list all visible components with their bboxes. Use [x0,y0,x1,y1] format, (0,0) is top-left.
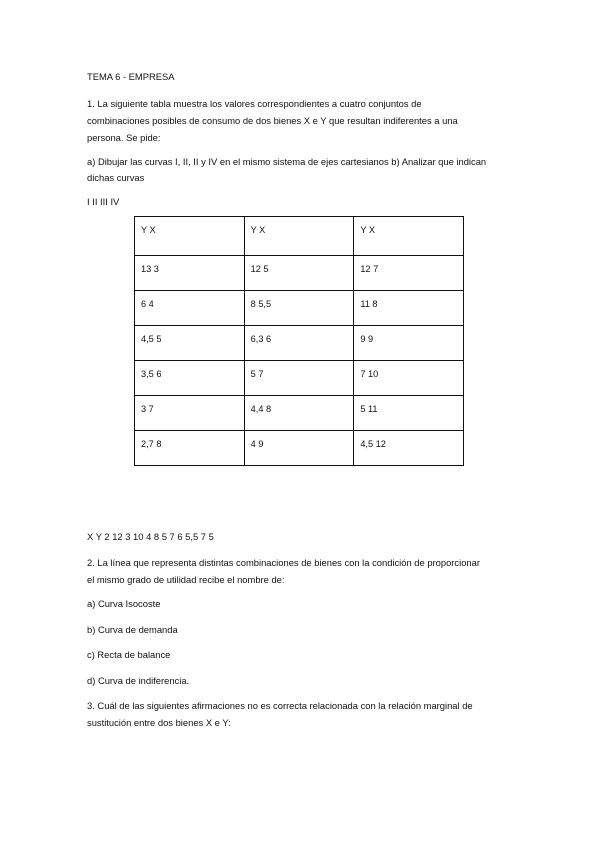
table-row [135,431,464,466]
question-1-part-a-line-1: a) Dibujar las curvas I, II, II y IV en el mismo sistema de ejes cartesianos b) Analizar que indican [87,156,487,167]
question-2-option-c: c) Recta de balance [87,649,171,660]
table-cell: 5 11 [354,396,464,431]
question-2-option-a: a) Curva Isocoste [87,598,161,609]
question-2-line-2: el mismo grado de utilidad recibe el nombre de: [87,574,285,585]
table-cell: 4 9 [244,431,354,466]
question-1-part-a-line-2: dichas curvas [87,172,145,183]
table-cell: 11 8 [354,291,464,326]
table-row [135,396,464,431]
question-3-line-1: 3. Cuál de las siguientes afirmaciones no es correcta relacionada con la relación marginal de [87,700,473,711]
table-cell: 8 5,5 [244,291,354,326]
question-2-option-d: d) Curva de indiferencia. [87,675,190,686]
question-2-line-1: 2. La línea que representa distintas combinaciones de bienes con la condición de proporcionar [87,557,480,568]
table-cell: 4,5 12 [354,431,464,466]
curves-table [134,216,464,466]
question-3-line-2: sustitución entre dos bienes X e Y: [87,717,231,728]
table-row [135,291,464,326]
table-cell: 4,4 8 [244,396,354,431]
curve-labels: I II III IV [87,196,120,207]
table-cell: 3 7 [135,396,245,431]
table-row [135,256,464,291]
question-2-option-b: b) Curva de demanda [87,624,178,635]
table-row [135,217,464,256]
table-cell: 3,5 6 [135,361,245,396]
table-cell: Y X [354,217,464,256]
table-cell: Y X [135,217,245,256]
question-1-line-2: combinaciones posibles de consumo de dos bienes X e Y que resultan indiferentes a una [87,115,458,126]
table-cell: 7 10 [354,361,464,396]
table-cell: Y X [244,217,354,256]
table-cell: 12 5 [244,256,354,291]
page-title: TEMA 6 - EMPRESA [87,71,175,82]
question-1-line-3: persona. Se pide: [87,132,161,143]
table-cell: 9 9 [354,326,464,361]
table-cell: 5 7 [244,361,354,396]
table-cell: 4,5 5 [135,326,245,361]
question-1-line-1: 1. La siguiente tabla muestra los valores correspondientes a cuatro conjuntos de [87,98,422,109]
table-row [135,326,464,361]
table-cell: 13 3 [135,256,245,291]
table-cell: 6 4 [135,291,245,326]
table-cell: 6,3 6 [244,326,354,361]
table-cell: 12 7 [354,256,464,291]
extra-curve-values: X Y 2 12 3 10 4 8 5 7 6 5,5 7 5 [87,531,214,542]
table-cell: 2,7 8 [135,431,245,466]
table-row [135,361,464,396]
